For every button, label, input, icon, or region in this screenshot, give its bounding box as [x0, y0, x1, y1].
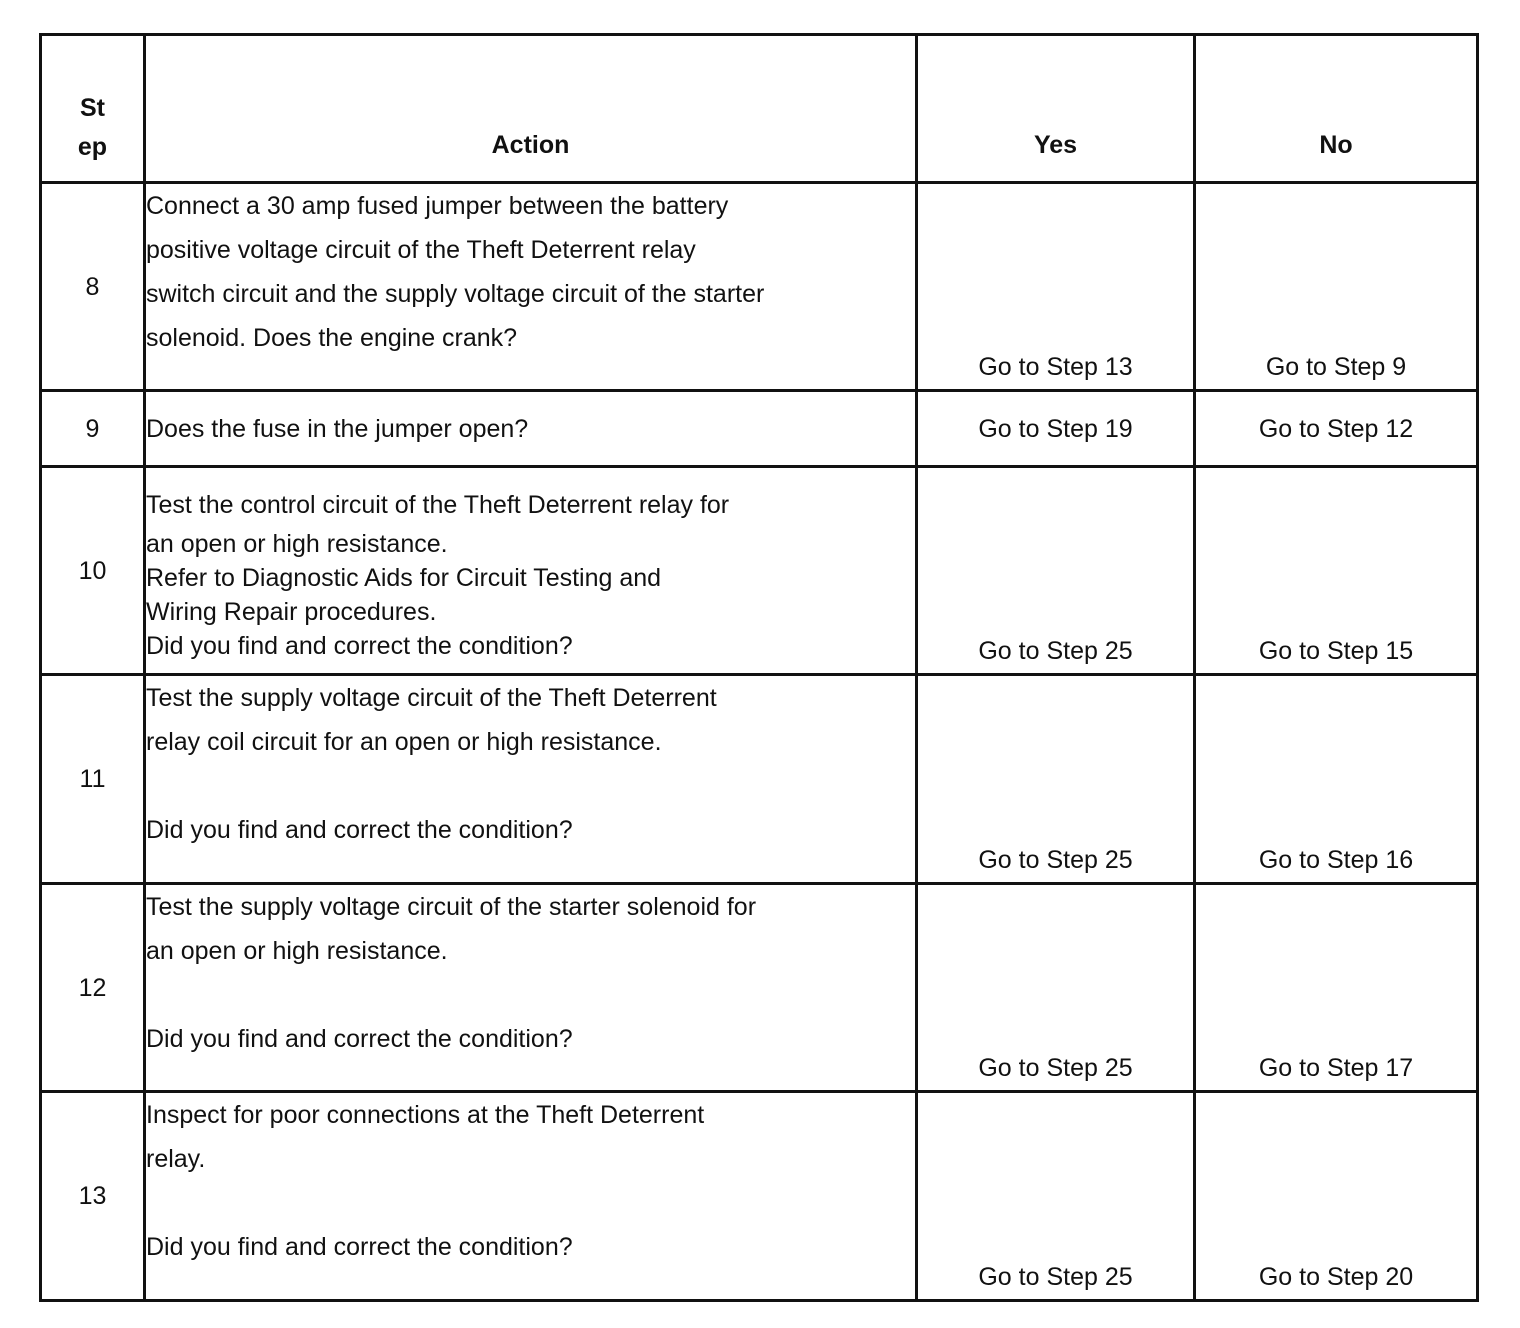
no-outcome: Go to Step 16 [1195, 675, 1478, 884]
diagnostic-procedure-table [39, 33, 1479, 1302]
table-row [41, 1092, 1478, 1301]
action-line: positive voltage circuit of the Theft Deterrent relay [146, 236, 696, 264]
table-row [41, 391, 1478, 467]
yes-outcome: Go to Step 25 [917, 675, 1195, 884]
header-step-line2: ep [77, 133, 108, 161]
action-line: Did you find and correct the condition? [146, 1025, 573, 1053]
no-outcome: Go to Step 15 [1195, 467, 1478, 675]
step-number: 10 [41, 467, 145, 675]
action-line: Does the fuse in the jumper open? [146, 414, 529, 443]
table-header-row [41, 35, 1478, 183]
step-number: 9 [41, 391, 145, 467]
table-row [41, 183, 1478, 391]
table-row [41, 675, 1478, 884]
header-action: Action [145, 35, 917, 183]
action-line: Did you find and correct the condition? [146, 816, 573, 844]
blank-line [146, 764, 915, 808]
yes-outcome: Go to Step 25 [917, 884, 1195, 1092]
header-no: No [1195, 35, 1478, 183]
yes-outcome: Go to Step 13 [917, 183, 1195, 391]
step-number: 13 [41, 1092, 145, 1301]
no-outcome: Go to Step 9 [1195, 183, 1478, 391]
table-row [41, 884, 1478, 1092]
action-line: an open or high resistance. [146, 937, 448, 965]
action-line: switch circuit and the supply voltage circuit of the starter [146, 280, 765, 308]
blank-line [146, 973, 915, 1017]
table-row [41, 467, 1478, 675]
action-cell [145, 183, 917, 391]
action-cell [145, 675, 917, 884]
action-cell [145, 884, 917, 1092]
yes-outcome: Go to Step 25 [917, 1092, 1195, 1301]
action-line: Refer to Diagnostic Aids for Circuit Testing and [146, 564, 662, 592]
action-line: Inspect for poor connections at the Theft Deterrent [146, 1101, 705, 1129]
action-line: relay. [146, 1145, 206, 1173]
yes-outcome: Go to Step 19 [917, 391, 1195, 467]
action-cell [145, 391, 917, 467]
step-number: 11 [41, 675, 145, 884]
action-line: relay coil circuit for an open or high resistance. [146, 728, 662, 756]
header-yes: Yes [917, 35, 1195, 183]
action-line: Did you find and correct the condition? [146, 1233, 573, 1261]
action-line: Did you find and correct the condition? [146, 632, 573, 660]
action-cell [145, 467, 917, 675]
header-step [41, 35, 145, 183]
action-line: Wiring Repair procedures. [146, 598, 437, 626]
action-line: Connect a 30 amp fused jumper between the battery [146, 192, 729, 220]
step-number: 8 [41, 183, 145, 391]
action-line: Test the supply voltage circuit of the starter solenoid for [146, 893, 757, 921]
header-step-line1: St [80, 94, 105, 122]
step-number: 12 [41, 884, 145, 1092]
action-cell [145, 1092, 917, 1301]
action-line: Test the supply voltage circuit of the Theft Deterrent [146, 684, 717, 712]
no-outcome: Go to Step 12 [1195, 391, 1478, 467]
yes-outcome: Go to Step 25 [917, 467, 1195, 675]
action-line: an open or high resistance. [146, 530, 448, 558]
action-line: Test the control circuit of the Theft Deterrent relay for [146, 491, 730, 519]
no-outcome: Go to Step 17 [1195, 884, 1478, 1092]
blank-line [146, 1181, 915, 1225]
no-outcome: Go to Step 20 [1195, 1092, 1478, 1301]
action-line: solenoid. Does the engine crank? [146, 324, 518, 352]
